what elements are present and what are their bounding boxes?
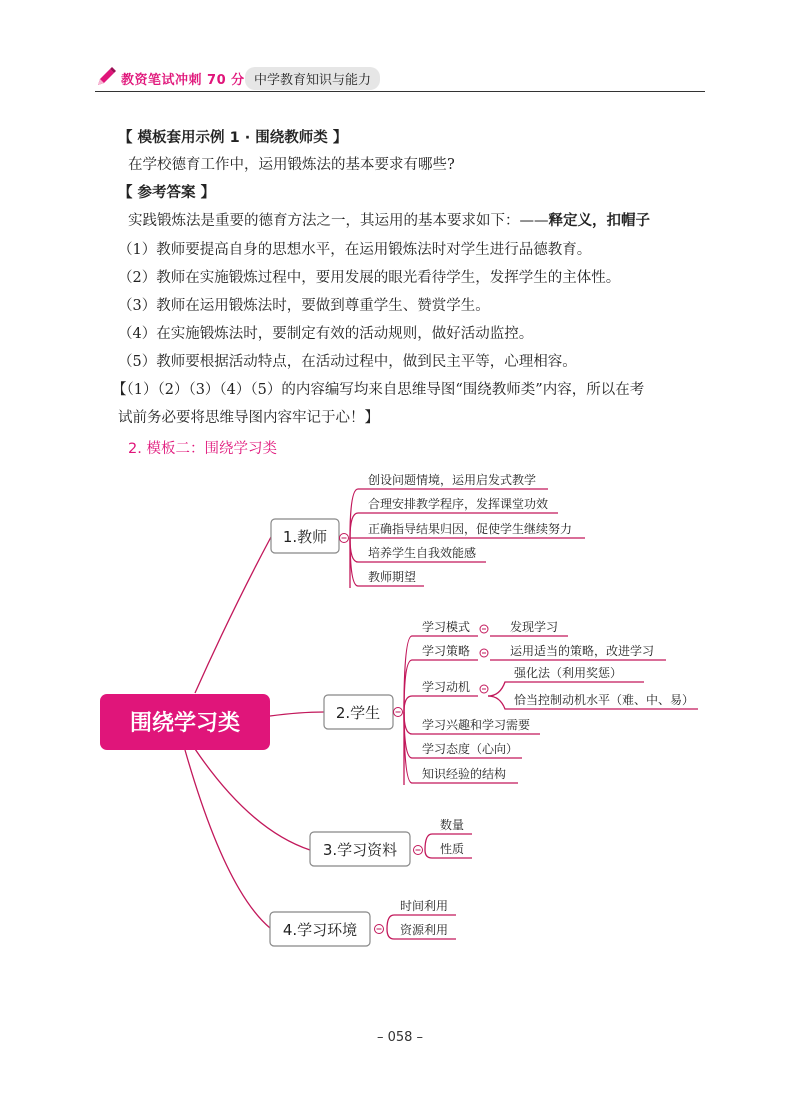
material-item-1: 数量	[440, 818, 465, 832]
student-item-motivation-child-2: 恰当控制动机水平（难、中、易）	[514, 693, 695, 707]
teacher-item-1: 创设问题情境，运用启发式教学	[368, 473, 537, 487]
example-question: 在学校德育工作中，运用锻炼法的基本要求有哪些?	[128, 157, 455, 173]
teacher-item-4: 培养学生自我效能感	[368, 546, 477, 560]
root-label: 围绕学习类	[129, 711, 241, 736]
connector-root-student	[270, 712, 324, 716]
section-title: 2. 模板二：围绕学习类	[128, 441, 277, 457]
teacher-item-5: 教师期望	[368, 570, 417, 584]
answer-point-1: （1）教师要提高自身的思想水平，在运用锻炼法时对学生进行品德教育。	[118, 242, 592, 258]
page-number: – 058 –	[376, 1030, 424, 1045]
environment-item-1: 时间利用	[400, 899, 449, 913]
underline-student-motivation	[404, 696, 478, 712]
header-subject-badge: 中学教育知识与能力	[245, 67, 380, 90]
student-item-strategy: 学习策略	[422, 644, 471, 658]
teacher-item-3: 正确指导结果归因，促使学生继续努力	[368, 522, 573, 536]
connector-root-environment	[185, 750, 270, 928]
answer-point-2: （2）教师在实施锻炼过程中，要用发展的眼光看待学生，发挥学生的主体性。	[118, 270, 621, 286]
student-item-mode: 学习模式	[422, 620, 471, 634]
connector-root-teacher	[195, 537, 271, 693]
answer-point-5: （5）教师要根据活动特点，在活动过程中，做到民主平等，心理相容。	[118, 354, 577, 370]
material-item-2: 性质	[440, 842, 465, 856]
note-line-1: 【（1）（2）（3）（4）（5）的内容编写均来自思维导图“围绕教师类”内容，所以在考	[112, 382, 645, 398]
environment-item-2: 资源利用	[400, 923, 449, 937]
student-item-mode-child: 发现学习	[510, 620, 559, 634]
branch-teacher-label: 1.教师	[282, 528, 328, 546]
answer-intro-emphasis: 释定义，扣帽子	[548, 213, 650, 229]
student-item-attitude: 学习态度（心向）	[422, 742, 519, 756]
student-item-knowledge: 知识经验的结构	[422, 767, 507, 781]
answer-heading: 【 参考答案 】	[118, 185, 216, 201]
branch-material-label: 3.学习资料	[322, 841, 398, 859]
header-title: 教资笔试冲刺 70 分	[121, 73, 245, 88]
answer-intro-text: 实践锻炼法是重要的德育方法之一，其运用的基本要求如下：——	[128, 213, 549, 229]
student-item-interest: 学习兴趣和学习需要	[422, 718, 531, 732]
student-item-strategy-child: 运用适当的策略，改进学习	[510, 644, 655, 658]
note-line-2: 试前务必要将思维导图内容牢记于心！】	[118, 410, 379, 426]
branch-student-label: 2.学生	[335, 704, 381, 722]
connector-root-material	[195, 749, 310, 850]
example-heading: 【 模板套用示例 1 · 围绕教师类 】	[118, 130, 348, 146]
teacher-item-2: 合理安排教学程序，发挥课堂功效	[368, 497, 549, 511]
answer-point-3: （3）教师在运用锻炼法时，要做到尊重学生、赞赏学生。	[118, 298, 490, 314]
branch-environment-label: 4.学习环境	[282, 921, 358, 939]
answer-point-4: （4）在实施锻炼法时，要制定有效的活动规则，做好活动监控。	[118, 326, 534, 342]
student-item-motivation-child-1: 强化法（利用奖惩）	[514, 666, 623, 680]
student-item-motivation: 学习动机	[422, 680, 471, 694]
